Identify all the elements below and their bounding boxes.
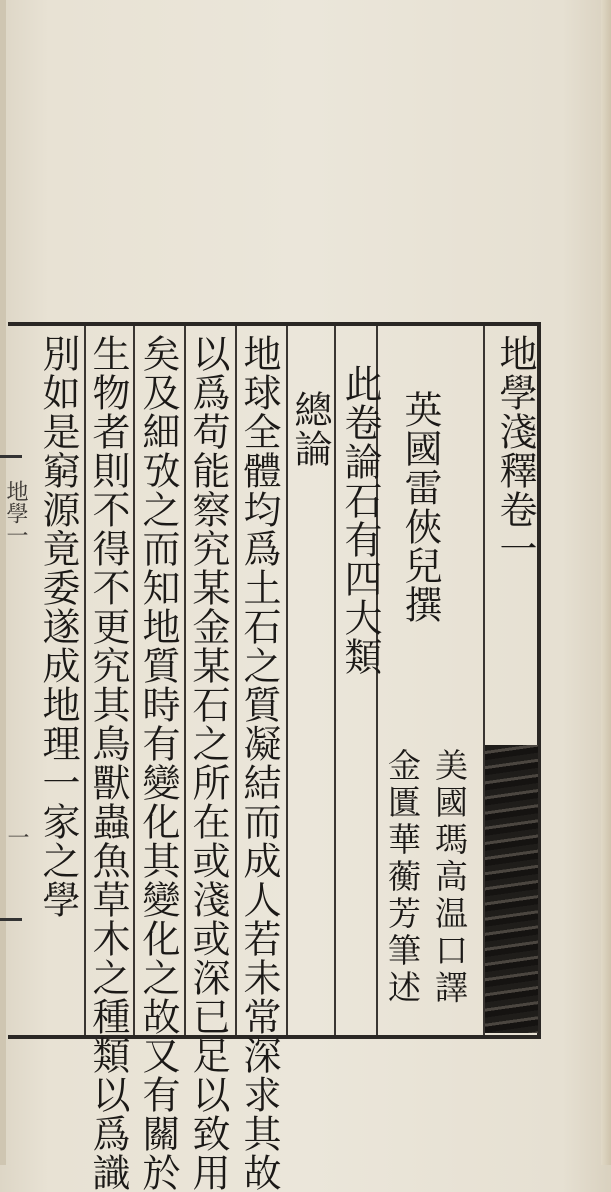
margin-title: 地學一 (3, 480, 28, 546)
fishtail-ornament (485, 745, 538, 1033)
author: 英國雷俠兒撰 (398, 390, 442, 624)
column-rule (334, 326, 336, 1035)
page-number: 一 (4, 826, 29, 848)
column-rule (133, 326, 135, 1035)
body-line: 別如是窮源竟委遂成地理一家之學 (36, 334, 80, 919)
body-line: 以爲苟能察究某金某石之所在或淺或深已足以致用 (186, 334, 230, 1192)
body-line: 生物者則不得不更究其鳥獸蟲魚草木之種類以爲識 (86, 334, 130, 1192)
written-translator: 金匱華蘅芳筆述 (383, 748, 422, 1007)
body-line: 矣及細攷之而知地質時有變化其變化之故又有關於 (136, 334, 180, 1192)
text-frame (8, 322, 541, 1192)
page-edge-right (601, 0, 611, 1165)
section-heading: 總論 (288, 390, 332, 468)
oral-translator: 美國瑪高温口譯 (430, 748, 469, 1007)
book-title: 地學淺釋卷一 (493, 334, 537, 568)
section-intro: 此卷論石有四大類 (338, 364, 382, 676)
body-line: 地球全體均爲土石之質凝結而成人若未常深求其故 (237, 334, 281, 1192)
